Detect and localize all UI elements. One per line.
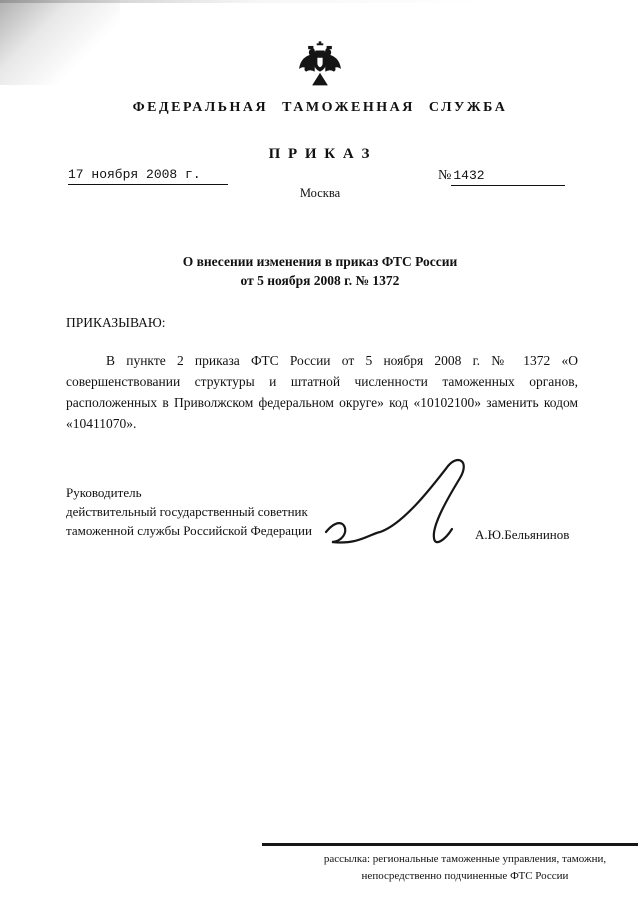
order-number: 1432 bbox=[451, 168, 565, 186]
document-type-heading: П Р И К А З bbox=[268, 146, 372, 162]
order-body-paragraph: В пункте 2 приказа ФТС России от 5 ноября 2008 г. № 1372 «О совершенствовании структуры и штатной численности таможенных органов, расположенных в Приволжском федеральном округе» код «10102100» заменить кодом «10411070». bbox=[66, 353, 578, 431]
signatory-position bbox=[66, 483, 312, 540]
order-title-line1: О внесении изменения в приказ ФТС России bbox=[182, 254, 458, 269]
scan-top-edge-shadow bbox=[0, 0, 640, 3]
city-label: Москва bbox=[299, 186, 341, 200]
number-sign: № bbox=[438, 168, 452, 183]
order-number-field bbox=[438, 167, 573, 186]
order-date: 17 ноября 2008 г. bbox=[68, 167, 228, 185]
footer-divider bbox=[262, 843, 638, 846]
signatory-position-line1: Руководитель bbox=[66, 485, 142, 500]
distribution-note bbox=[290, 851, 640, 885]
signatory-position-line3: таможенной службы Российской Федерации bbox=[66, 523, 312, 538]
order-verb: ПРИКАЗЫВАЮ: bbox=[66, 315, 166, 330]
order-title-line2: от 5 ноября 2008 г. № 1372 bbox=[240, 273, 400, 288]
order-title bbox=[0, 252, 640, 290]
double-headed-eagle-emblem-icon bbox=[297, 40, 343, 90]
signatory-name: А.Ю.Бельянинов bbox=[475, 527, 570, 542]
distribution-note-line1: рассылка: региональные таможенные управления, таможни, bbox=[323, 853, 607, 865]
handwritten-signature-icon bbox=[318, 448, 486, 563]
scan-corner-shadow bbox=[0, 0, 120, 85]
distribution-note-line2: непосредственно подчиненные ФТС России bbox=[361, 870, 569, 882]
agency-name: ФЕДЕРАЛЬНАЯ ТАМОЖЕННАЯ СЛУЖБА bbox=[132, 100, 508, 115]
signatory-position-line2: действительный государственный советник bbox=[66, 504, 308, 519]
